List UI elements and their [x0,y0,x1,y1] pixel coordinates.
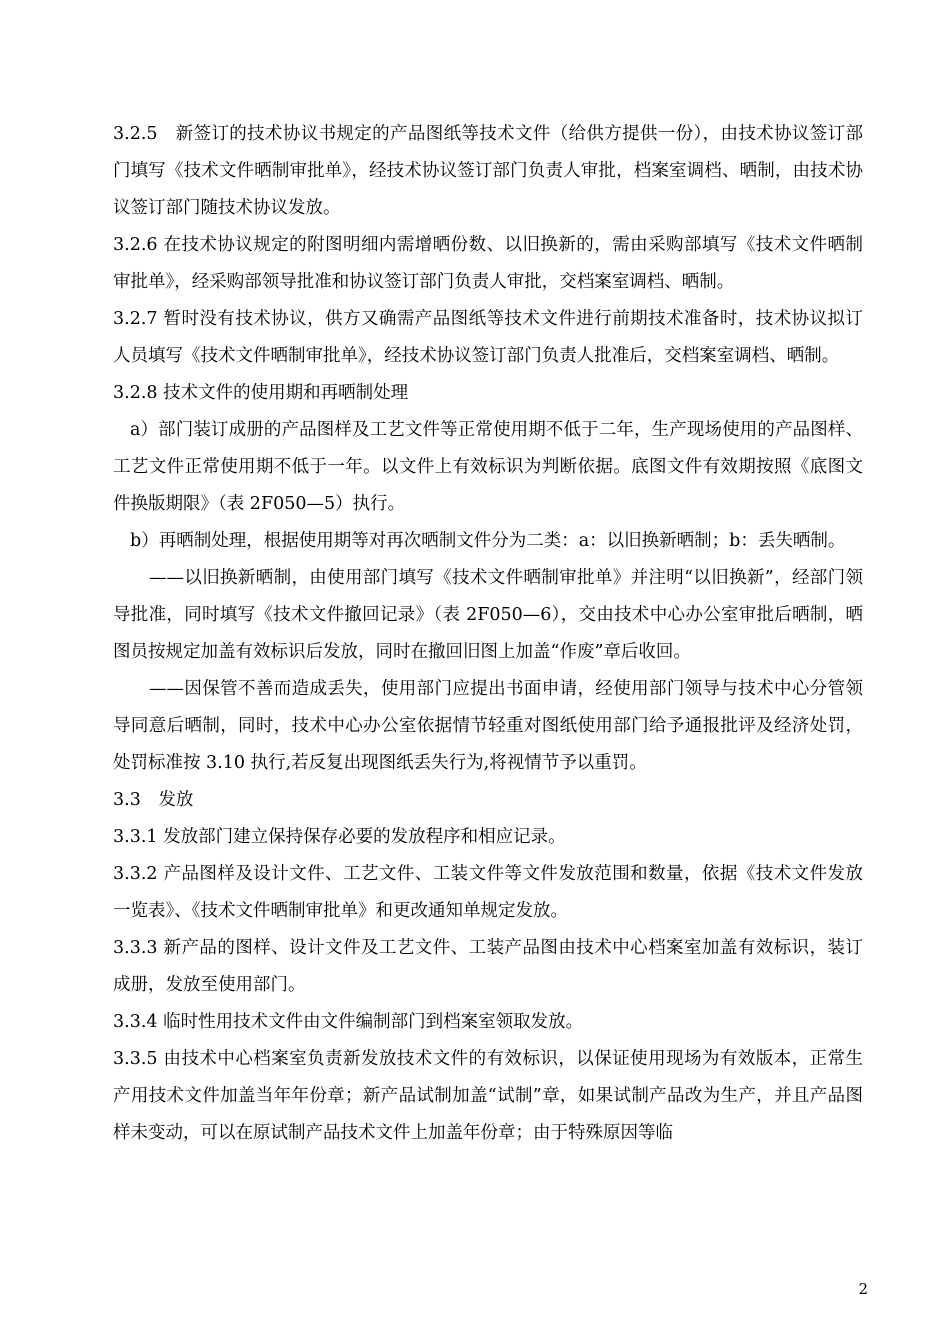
section-heading-3-3: 3.3 发放 [113,790,194,810]
paragraph-3-3-5: 3.3.5 由技术中心档案室负责新发放技术文件的有效标识，以保证使用现场为有效版本，正常生产用技术文件加盖当年年份章；新产品试制加盖“试制”章，如果试制产品改为生产，并且产品图样未变动，可以在原试制产品技术文件上加盖年份章；由于特殊原因等临 [113,1049,863,1143]
paragraph-3-2-5: 3.2.5 新签订的技术协议书规定的产品图纸等技术文件（给供方提供一份），由技术协议签订部门填写《技术文件晒制审批单》，经技术协议签订部门负责人审批，档案室调档、晒制，由技术协议签订部门随技术协议发放。 [113,124,863,218]
paragraph-3-2-6: 3.2.6 在技术协议规定的附图明细内需增晒份数、以旧换新的，需由采购部填写《技术文件晒制审批单》，经采购部领导批准和协议签订部门负责人审批，交档案室调档、晒制。 [113,235,863,292]
paragraph-3-3-2: 3.3.2 产品图样及设计文件、工艺文件、工装文件等文件发放范围和数量，依据《技术文件发放一览表》、《技术文件晒制审批单》和更改通知单规定发放。 [113,864,863,921]
paragraph-3-2-8: 3.2.8 技术文件的使用期和再晒制处理 [113,383,409,403]
paragraph-3-2-7: 3.2.7 暂时没有技术协议，供方又确需产品图纸等技术文件进行前期技术准备时，技术协议拟订人员填写《技术文件晒制审批单》，经技术协议签订部门负责人批准后，交档案室调档、晒制。 [113,309,863,366]
paragraph-3-3-1: 3.3.1 发放部门建立保持保存必要的发放程序和相应记录。 [113,827,566,847]
paragraph-3-2-8-a: a）部门装订成册的产品图样及工艺文件等正常使用期不低于二年，生产现场使用的产品图样、工艺文件正常使用期不低于一年。以文件上有效标识为判断依据。底图文件有效期按照《底图文件换版期限》（表 2F050—5）执行。 [113,420,863,514]
page-number: 2 [858,1280,868,1298]
paragraph-3-3-3: 3.3.3 新产品的图样、设计文件及工艺文件、工装产品图由技术中心档案室加盖有效标识，装订成册，发放至使用部门。 [113,938,863,995]
paragraph-3-3-4: 3.3.4 临时性用技术文件由文件编制部门到档案室领取发放。 [113,1012,584,1032]
document-body [113,116,863,1152]
paragraph-3-2-8-b: b）再晒制处理，根据使用期等对再次晒制文件分为二类：a：以旧换新晒制；b：丢失晒制。 [130,531,846,551]
paragraph-loss-reprint: ——因保管不善而造成丢失，使用部门应提出书面申请，经使用部门领导与技术中心分管领导同意后晒制，同时，技术中心办公室依据情节轻重对图纸使用部门给予通报批评及经济处罚，处罚标准按 3.10 执行,若反复出现图纸丢失行为,将视情节予以重罚。 [113,679,863,773]
paragraph-exchange-reprint: ——以旧换新晒制，由使用部门填写《技术文件晒制审批单》并注明“以旧换新”，经部门领导批准，同时填写《技术文件撤回记录》（表 2F050—6），交由技术中心办公室审批后晒制，晒图员按规定加盖有效标识后发放，同时在撤回旧图上加盖“作废”章后收回。 [113,568,863,662]
